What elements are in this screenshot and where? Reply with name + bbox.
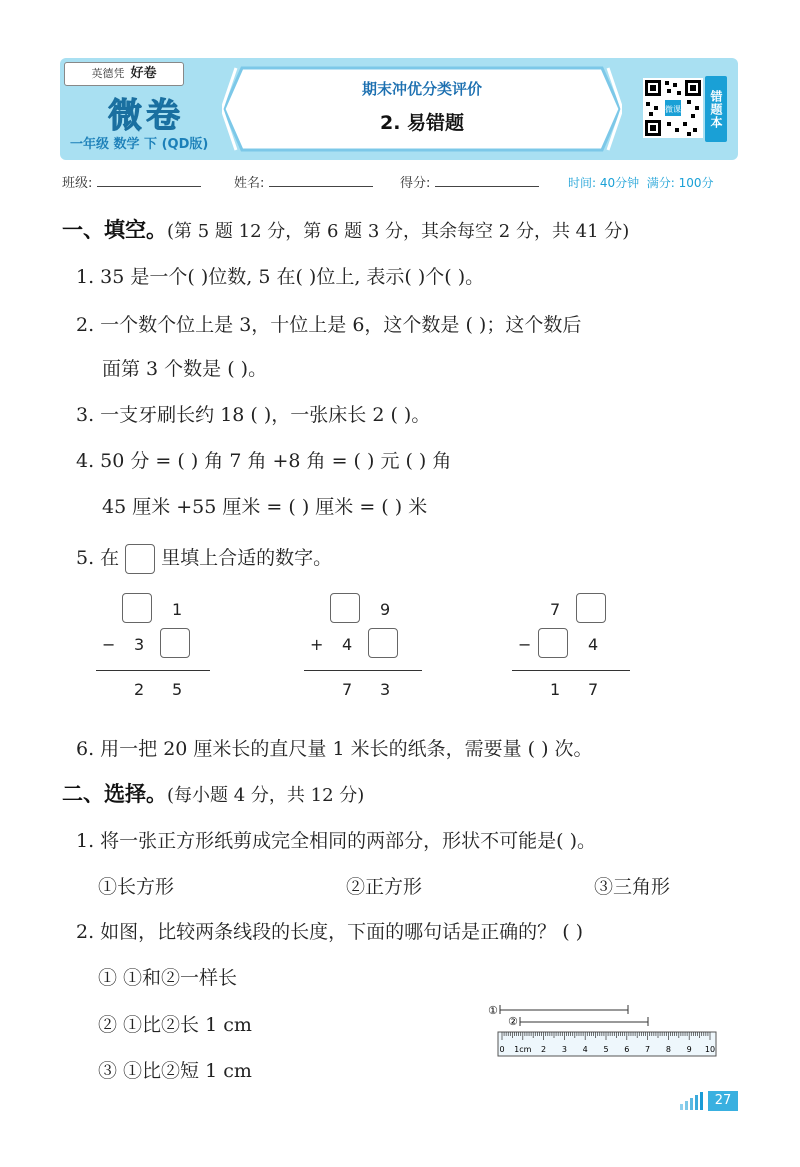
s2-q2-option-3[interactable]: ③ ①比②短 1 cm [98, 1060, 252, 1082]
digit-mid: 4 [342, 635, 353, 654]
subtitle: 期末冲优分类评价 [361, 80, 482, 98]
section2-title: 二、选择。 [62, 782, 167, 806]
s1-question-6: 6. 用一把 20 厘米长的直尺量 1 米长的纸条，需要量 ( ) 次。 [76, 738, 593, 760]
section1-heading [62, 214, 629, 244]
s1-question-2b: 面第 3 个数是 ( )。 [102, 358, 268, 380]
s2-question-1: 1. 将一张正方形纸剪成完全相同的两部分，形状不可能是( )。 [76, 830, 597, 852]
s1-question-3: 3. 一支牙刷长约 18 ( )，一张床长 2 ( )。 [76, 404, 431, 426]
page-number: 27 [708, 1091, 738, 1111]
digit-input-box[interactable] [576, 593, 606, 623]
page-title: 2. 易错题 [379, 112, 465, 134]
s2-q1-option-1[interactable]: ①长方形 [98, 876, 175, 898]
ruler-label: 1cm [514, 1045, 532, 1054]
digit-input-box[interactable] [368, 628, 398, 658]
ruler-label: 3 [561, 1045, 567, 1054]
q5-sample-box [125, 544, 155, 574]
ruler-label: 2 [541, 1045, 547, 1054]
q5-prefix: 5. 在 [76, 547, 120, 569]
digit-res: 7 [588, 680, 599, 699]
digit-res: 5 [172, 680, 183, 699]
section1-title: 一、填空。 [62, 218, 167, 242]
sum-line [304, 670, 422, 671]
section2-heading [62, 778, 364, 808]
s1-question-4b: 45 厘米 +55 厘米 = ( ) 厘米 = ( ) 米 [102, 496, 428, 518]
ruler-label: 0 [499, 1045, 505, 1054]
time-limit: 时间: 40分钟 [568, 176, 640, 190]
ruler-label: 7 [645, 1045, 651, 1054]
s1-question-1: 1. 35 是一个( )位数, 5 在( )位上, 表示( )个( )。 [76, 266, 485, 288]
ruler-label: 5 [603, 1045, 609, 1054]
qr-label: 微课 [665, 105, 681, 114]
digit-mid: 4 [588, 635, 599, 654]
digit-top: 7 [550, 600, 561, 619]
q5-suffix: 里填上合适的数字。 [161, 547, 333, 569]
section2-note: (每小题 4 分，共 12 分) [167, 785, 365, 806]
name-field [234, 172, 373, 191]
digit-res: 7 [342, 680, 353, 699]
s2-q1-option-2[interactable]: ②正方形 [346, 876, 423, 898]
digit-mid: 3 [134, 635, 145, 654]
full-score: 满分: 100分 [646, 176, 714, 190]
digit-input-box[interactable] [122, 593, 152, 623]
brand-hao: 好卷 [130, 66, 157, 81]
grade-label: 一年级 数学 下 (QD版) [70, 137, 209, 152]
name-blank[interactable] [269, 174, 373, 187]
time-info [568, 174, 714, 191]
class-label: 班级: [62, 176, 93, 191]
digit-res: 1 [550, 680, 561, 699]
ruler-label: 8 [665, 1045, 671, 1054]
class-field [62, 172, 201, 191]
sum-line [96, 670, 210, 671]
operator-sign: − [518, 635, 532, 654]
segment-2-label: ② [508, 1015, 518, 1028]
score-label: 得分: [400, 176, 431, 191]
s2-question-2: 2. 如图，比较两条线段的长度，下面的哪句话是正确的？ ( ) [76, 921, 584, 943]
s2-q2-option-1[interactable]: ① ①和②一样长 [98, 967, 238, 989]
ruler-label: 9 [686, 1045, 692, 1054]
name-label: 姓名: [234, 176, 265, 191]
digit-res: 2 [134, 680, 145, 699]
series-title: 微卷 [108, 96, 184, 136]
s2-q1-option-3[interactable]: ③三角形 [594, 876, 671, 898]
ruler-label: 10 [704, 1045, 716, 1054]
ruler-figure [486, 1002, 718, 1060]
score-field [400, 172, 539, 191]
qr-code-icon[interactable] [643, 78, 703, 138]
score-blank[interactable] [435, 174, 539, 187]
ruler-label: 4 [582, 1045, 588, 1054]
digit-input-box[interactable] [330, 593, 360, 623]
s1-question-2a: 2. 一个数个位上是 3，十位上是 6，这个数是 ( )；这个数后 [76, 314, 582, 336]
s1-question-5 [76, 543, 332, 574]
side-tab-cuotiben: 错题本 [705, 76, 727, 142]
segment-1-label: ① [488, 1004, 498, 1017]
ruler-label: 6 [624, 1045, 630, 1054]
operator-sign: + [310, 635, 324, 654]
digit-input-box[interactable] [160, 628, 190, 658]
digit-top: 1 [172, 600, 183, 619]
digit-top: 9 [380, 600, 391, 619]
page-bars-icon [680, 1092, 706, 1114]
brand-logo [64, 62, 184, 86]
operator-sign: − [102, 635, 116, 654]
class-blank[interactable] [97, 174, 201, 187]
sum-line [512, 670, 630, 671]
s1-question-4a: 4. 50 分 = ( ) 角 7 角 +8 角 = ( ) 元 ( ) 角 [76, 450, 452, 472]
digit-res: 3 [380, 680, 391, 699]
s2-q2-option-2[interactable]: ② ①比②长 1 cm [98, 1014, 252, 1036]
digit-input-box[interactable] [538, 628, 568, 658]
section1-note: (第 5 题 12 分，第 6 题 3 分，其余每空 2 分，共 41 分) [167, 221, 630, 242]
brand-name: 英德凭 [91, 67, 125, 80]
